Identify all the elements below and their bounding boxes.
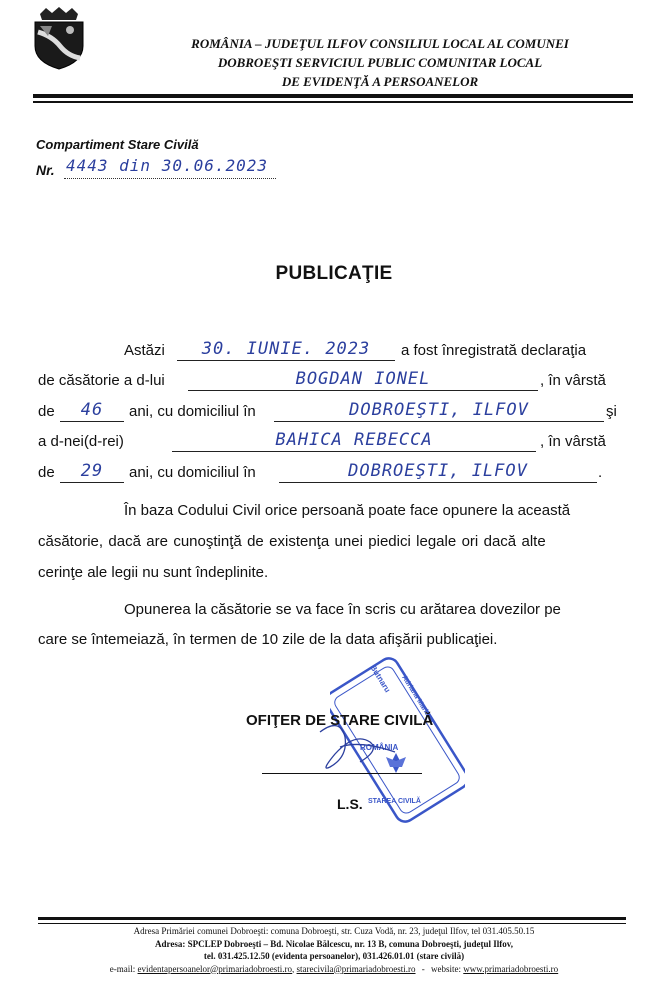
coat-of-arms-icon <box>30 6 88 70</box>
declaration-l5-mid: ani, cu domiciliul în <box>129 464 256 481</box>
bride-address-handwritten: DOBROEŞTI, ILFOV <box>348 461 528 481</box>
paragraph2-line2: care se întemeiază, în termen de 10 zile de la data afişării publicaţiei. <box>38 631 498 648</box>
email-link-evidenta[interactable]: evidentapersoanelor@primariadobroesti.ro <box>137 963 293 974</box>
paragraph1-line2: căsătorie, dacă are cunoştinţă de existenţa unei piedici legale ori dacă alte <box>38 533 546 550</box>
registration-handwritten: 4443 din 30.06.2023 <box>66 156 269 175</box>
bride-age-handwritten: 29 <box>80 461 104 481</box>
declaration-l5-suffix: . <box>598 464 603 481</box>
paragraph2-line1: Opunerea la căsătorie se va face în scris cu arătarea dovezilor pe <box>124 601 561 618</box>
header-line-1: ROMÂNIA – JUDEŢUL ILFOV CONSILIUL LOCAL AL COMUNEI <box>191 36 569 51</box>
bride-name-field <box>172 431 536 452</box>
declaration-l4-suffix: , în vârstă <box>540 433 606 450</box>
declaration-l4-prefix: a d-nei(d-rei) <box>38 433 124 450</box>
declaration-l3-prefix: de <box>38 403 55 420</box>
email-label: e-mail: <box>109 963 136 974</box>
registration-label: Nr. <box>36 162 55 178</box>
footer-rule-bottom <box>38 923 626 924</box>
department-label: Compartiment Stare Civilă <box>36 137 199 152</box>
signature-line <box>262 773 422 774</box>
footer-line-1: Adresa Primăriei comunei Dobroeşti: comuna Dobroeşti, str. Cuza Vodă, nr. 23, judeţul Ilfov, tel 031.405.50.15 <box>133 926 535 936</box>
website-label: website: <box>431 963 462 974</box>
declaration-l1-suffix: a fost înregistrată declaraţia <box>401 342 587 359</box>
declaration-l1-prefix: Astăzi <box>124 342 165 359</box>
groom-age-field <box>60 401 124 422</box>
website-link[interactable]: www.primariadobroesti.ro <box>463 963 559 974</box>
groom-name-handwritten: BOGDAN IONEL <box>295 369 431 389</box>
declaration-l5-prefix: de <box>38 464 55 481</box>
officer-title: OFIŢER DE STARE CIVILĂ <box>246 712 434 729</box>
page-title: PUBLICAŢIE <box>275 263 393 284</box>
footer <box>40 925 628 975</box>
bride-age-field <box>60 462 124 483</box>
header-rule-top <box>33 94 633 98</box>
declaration-l3-mid: ani, cu domiciliul în <box>129 403 256 420</box>
email-link-starecivila[interactable]: starecivila@primariadobroesti.ro <box>296 963 416 974</box>
footer-line-4 <box>40 963 628 976</box>
footer-separator-1: , <box>292 963 295 974</box>
footer-separator-2: - <box>421 963 425 974</box>
declaration-l3-suffix: şi <box>606 403 617 420</box>
signature-scribble <box>300 712 410 782</box>
bride-name-handwritten: BAHICA REBECCA <box>275 430 433 450</box>
stamp-bottom-text: STAREA CIVILĂ <box>368 798 421 805</box>
footer-line-2: Adresa: SPCLEP Dobroeşti – Bd. Nicolae Bălcescu, nr. 13 B, comuna Dobroeşti, judeţul Ilfov, <box>155 938 513 949</box>
groom-address-field <box>274 401 604 422</box>
declaration-l2-prefix: de căsătorie a d-lui <box>38 372 165 389</box>
paragraph1-line3: cerinţe ale legii nu sunt îndeplinite. <box>38 564 269 581</box>
stamp-top-text: Butnaru <box>368 663 393 695</box>
stamp-country-text: ROMÂNIA <box>360 743 399 752</box>
header-line-3: DE EVIDENŢĂ A PERSOANELOR <box>281 74 479 89</box>
stamp-side-text: Adriana Mariana <box>400 674 436 725</box>
seal-label: L.S. <box>337 796 363 812</box>
groom-name-field <box>188 370 538 391</box>
date-field <box>177 340 395 361</box>
header-rule-bottom <box>33 101 633 103</box>
registration-number-field <box>64 158 276 179</box>
bride-address-field <box>279 462 597 483</box>
paragraph1-line1: În baza Codului Civil orice persoană poate face opunere la această <box>124 502 571 519</box>
declaration-l2-suffix: , în vârstă <box>540 372 606 389</box>
footer-line-3: tel. 031.425.12.50 (evidenta persoanelor), 031.426.01.01 (stare civilă) <box>203 951 465 961</box>
date-handwritten: 30. IUNIE. 2023 <box>201 339 371 359</box>
footer-rule-top <box>38 917 626 920</box>
institution-header <box>130 34 630 91</box>
groom-age-handwritten: 46 <box>80 400 104 420</box>
groom-address-handwritten: DOBROEŞTI, ILFOV <box>349 400 529 420</box>
header-line-2: DOBROEŞTI SERVICIUL PUBLIC COMUNITAR LOCAL <box>217 55 543 70</box>
